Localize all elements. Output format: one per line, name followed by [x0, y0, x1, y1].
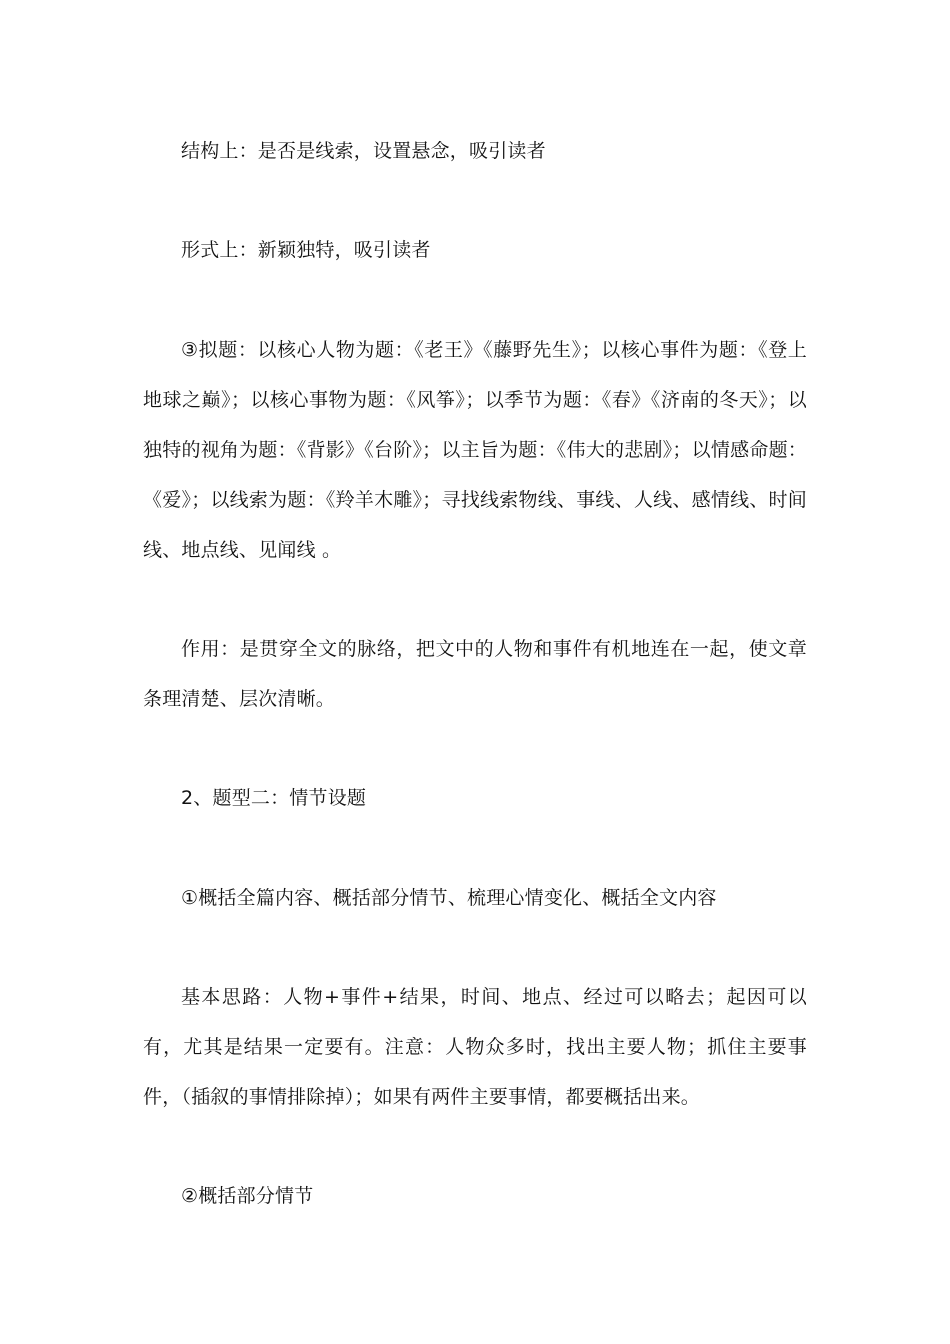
paragraph-partial-plot: ②概括部分情节 [181, 1185, 314, 1207]
paragraph-form: 形式上：新颖独特，吸引读者 [181, 239, 431, 261]
paragraph-structure: 结构上：是否是线索，设置悬念，吸引读者 [181, 140, 546, 162]
paragraph-function: 作用：是贯穿全文的脉络，把文中的人物和事件有机地连在一起，使文章条理清楚、层次清晰。 [143, 638, 807, 710]
paragraph-basic-approach: 基本思路：人物+事件+结果，时间、地点、经过可以略去；起因可以有，尤其是结果一定要有。注意：人物众多时，找出主要人物；抓住主要事件，（插叙的事情排除掉）；如果有两件主要事情，都要概括出来。 [143, 986, 807, 1108]
paragraph-title-examples: ③拟题：以核心人物为题：《老王》《藤野先生》；以核心事件为题：《登上地球之巅》；以核心事物为题：《风筝》；以季节为题：《春》《济南的冬天》；以独特的视角为题：《背影》《台阶》；以主旨为题：《伟大的悲剧》；以情感命题：《爱》；以线索为题：《羚羊木雕》；寻找线索物线、事线、人线、感情线、时间线、地点线、见闻线 。 [143, 339, 807, 561]
section-heading-plot: 2、题型二：情节设题 [181, 787, 367, 809]
paragraph-summary-types: ①概括全篇内容、概括部分情节、梳理心情变化、概括全文内容 [181, 887, 717, 909]
